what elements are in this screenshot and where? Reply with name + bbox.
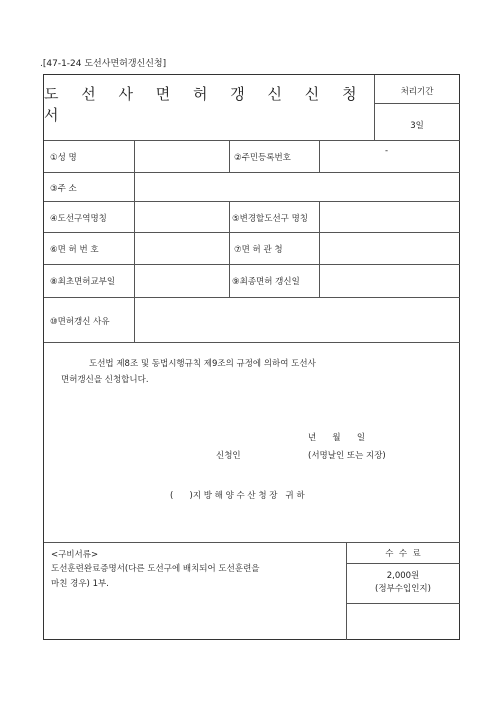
last-renewal-date-label: ⑨최종면허 갱신일: [232, 277, 300, 287]
resident-number-label: ②주민등록번호: [234, 153, 291, 163]
recipient: ( )지 방 해 양 수 산 청 장 귀 하: [170, 491, 305, 501]
row-line: [44, 201, 460, 202]
address-label: ③주 소: [50, 184, 77, 194]
attachments-line-1: 도선훈련완료증명서(다른 도선구에 배치되어 도선훈련을: [51, 564, 260, 574]
applicant-label: 신청인: [216, 451, 241, 461]
row-line: [346, 603, 460, 604]
attachments-line-2: 마친 경우) 1부.: [51, 579, 109, 589]
license-authority-label: ⑦면 허 관 청: [234, 245, 283, 255]
row-line: [44, 542, 460, 543]
column-line: [229, 140, 230, 172]
row-line: [44, 342, 460, 343]
first-issue-date-label: ⑧최초면허교부일: [50, 277, 116, 287]
fee-amount: 2,000원: [386, 571, 420, 581]
fee-label: 수 수 료: [385, 549, 421, 559]
divider: [374, 103, 460, 104]
row-line: [346, 563, 460, 564]
column-line: [319, 140, 320, 172]
change-area-label: ⑤변경할도선구 명칭: [232, 214, 309, 224]
license-number-label: ⑥면 허 번 호: [50, 245, 99, 255]
renewal-reason-label: ⑩면허갱신 사유: [50, 317, 110, 327]
row-line: [44, 297, 460, 298]
attachments-label: <구비서류>: [51, 550, 99, 560]
form-reference: .[47-1-24 도선사면허갱신신청]: [40, 59, 167, 69]
declaration-line-1: 도선법 제8조 및 동법시행규칙 제9조의 규정에 의하여 도선사: [89, 359, 316, 369]
processing-period-value: 3일: [410, 121, 424, 131]
pilotage-area-label: ④도선구역명칭: [50, 214, 107, 224]
column-line: [134, 140, 135, 342]
processing-period-label: 처리기간: [400, 87, 434, 97]
form-title: 도 선 사 면 허 갱 신 신 청 서: [44, 85, 366, 124]
row-line: [44, 232, 460, 233]
row-line: [44, 140, 460, 141]
application-form: [43, 74, 460, 640]
revenue-stamp-note: (정부수입인지): [375, 584, 431, 594]
row-line: [44, 264, 460, 265]
column-line: [319, 201, 320, 297]
row-line: [44, 172, 460, 173]
column-line: [229, 201, 230, 297]
declaration-line-2: 면허갱신을 신청합니다.: [61, 375, 149, 385]
signature-note: (서명날인 또는 지장): [308, 451, 386, 461]
resident-number-value: -: [385, 146, 389, 156]
application-date: 년 월 일: [308, 433, 366, 443]
name-label: ①성 명: [50, 153, 77, 163]
